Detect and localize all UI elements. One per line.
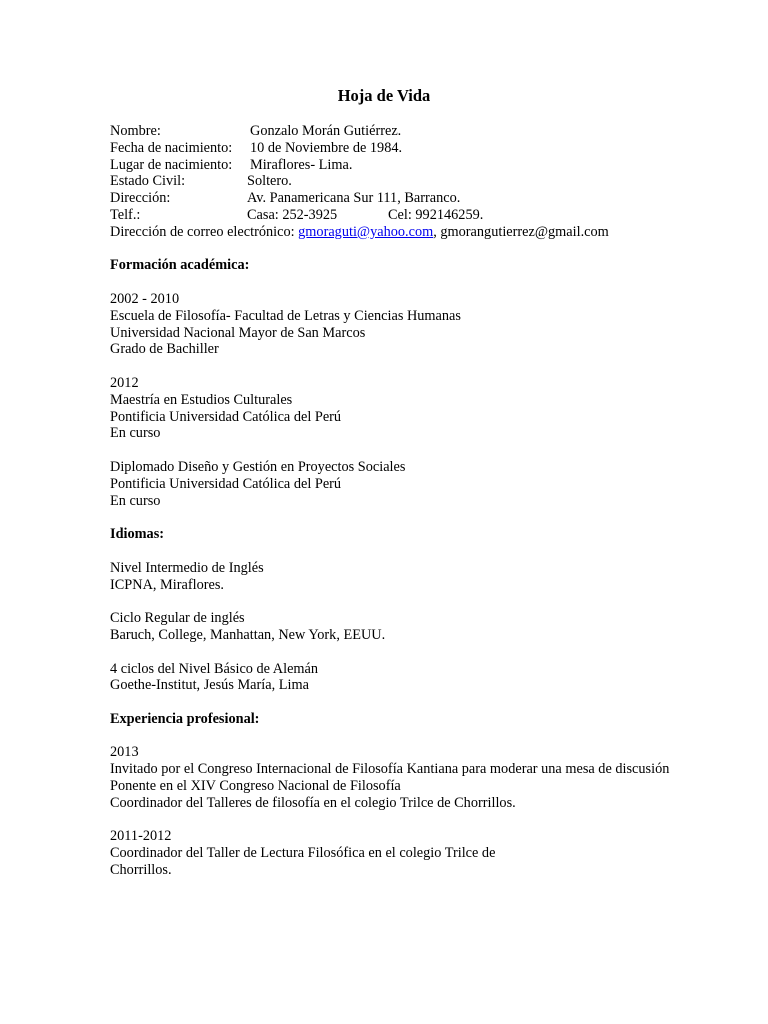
estado-label: Estado Civil: <box>110 173 186 190</box>
entry-line: Nivel Intermedio de Inglés <box>110 559 264 576</box>
correo-row <box>110 224 670 241</box>
entry-line: Chorrillos. <box>110 862 172 879</box>
formacion-entry <box>110 375 670 442</box>
entry-year: 2013 <box>110 744 139 761</box>
telf-label: Telf.: <box>110 206 141 223</box>
experiencia-entry <box>110 744 670 811</box>
entry-line: 2002 - 2010 <box>110 290 180 307</box>
entry-line: En curso <box>110 492 161 509</box>
entry-line: En curso <box>110 425 161 442</box>
fecha-label: Fecha de nacimiento: <box>110 139 233 156</box>
casa-phone: Casa: 252-3925 <box>247 206 338 223</box>
estado-row <box>110 173 670 190</box>
page-title: Hoja de Vida <box>337 86 431 105</box>
fecha-value: 10 de Noviembre de 1984. <box>250 139 403 156</box>
experiencia-heading: Experiencia profesional: <box>110 710 260 727</box>
lugar-label: Lugar de nacimiento: <box>110 156 233 173</box>
estado-value: Soltero. <box>247 173 292 190</box>
cel-phone: Cel: 992146259. <box>388 206 484 223</box>
entry-line: Grado de Bachiller <box>110 341 219 358</box>
entry-line: Coordinador del Taller de Lectura Filosófica en el colegio Trilce de <box>110 845 496 862</box>
formacion-entry <box>110 459 670 509</box>
formacion-heading: Formación académica: <box>110 257 250 274</box>
entry-line: ICPNA, Miraflores. <box>110 576 224 593</box>
entry-line: Escuela de Filosofía- Facultad de Letras y Ciencias Humanas <box>110 307 461 324</box>
correo-label: Dirección de correo electrónico: <box>110 223 295 240</box>
entry-line: Goethe-Institut, Jesús María, Lima <box>110 677 309 694</box>
entry-line: Pontificia Universidad Católica del Perú <box>110 408 342 425</box>
direccion-value: Av. Panamericana Sur 111, Barranco. <box>247 190 461 207</box>
entry-line: Invitado por el Congreso Internacional de Filosofía Kantiana para moderar una mesa de discusión <box>110 761 670 778</box>
email-link-yahoo[interactable]: gmoraguti@yahoo.com <box>298 223 434 240</box>
idioma-entry <box>110 560 670 594</box>
cv-content <box>110 123 670 879</box>
idioma-entry <box>110 661 670 695</box>
entry-line: Universidad Nacional Mayor de San Marcos <box>110 324 366 341</box>
direccion-label: Dirección: <box>110 190 171 207</box>
fecha-row <box>110 140 670 157</box>
formacion-entry <box>110 291 670 358</box>
nombre-row <box>110 123 670 140</box>
entry-line: Pontificia Universidad Católica del Perú <box>110 475 342 492</box>
email-gmail: gmorangutierrez@gmail.com <box>440 223 609 240</box>
entry-line: Coordinador del Talleres de filosofía en el colegio Trilce de Chorrillos. <box>110 794 516 811</box>
lugar-row <box>110 157 670 174</box>
lugar-value: Miraflores- Lima. <box>250 156 353 173</box>
idiomas-heading: Idiomas: <box>110 526 165 543</box>
idioma-entry <box>110 610 670 644</box>
telf-row <box>110 207 670 224</box>
nombre-label: Nombre: <box>110 123 161 139</box>
experiencia-entry <box>110 828 670 878</box>
entry-year: 2011-2012 <box>110 828 172 845</box>
nombre-value: Gonzalo Morán Gutiérrez. <box>250 123 402 139</box>
entry-line: Maestría en Estudios Culturales <box>110 391 293 408</box>
entry-line: Diplomado Diseño y Gestión en Proyectos Sociales <box>110 458 406 475</box>
entry-line: 2012 <box>110 374 139 391</box>
entry-line: Baruch, College, Manhattan, New York, EEUU. <box>110 626 386 643</box>
email-separator: , <box>433 223 437 240</box>
entry-line: Ponente en el XIV Congreso Nacional de Filosofía <box>110 778 401 795</box>
direccion-row <box>110 190 670 207</box>
entry-line: Ciclo Regular de inglés <box>110 610 245 627</box>
entry-line: 4 ciclos del Nivel Básico de Alemán <box>110 660 319 677</box>
